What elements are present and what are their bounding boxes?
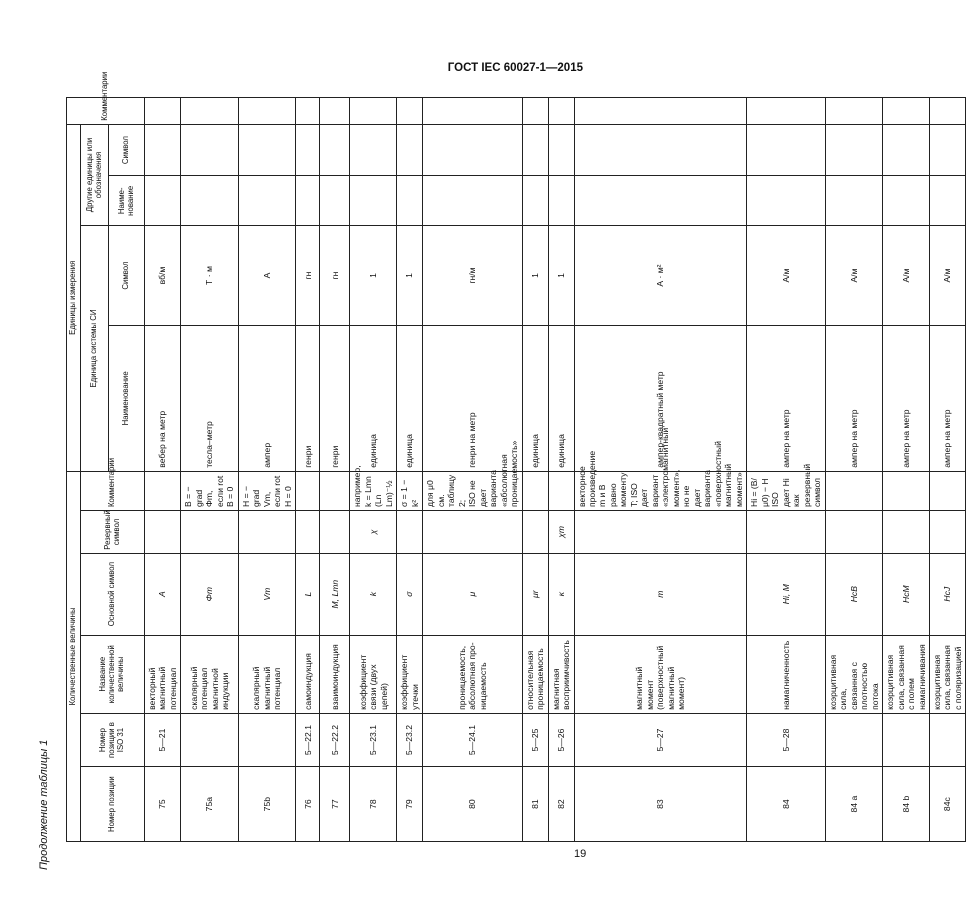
row-other-unit-name (350, 176, 397, 226)
row-other-unit-name (930, 176, 966, 226)
row-si-unit-name: единица (548, 325, 574, 471)
row-other-unit-name (320, 176, 350, 226)
row-other-unit-name (548, 176, 574, 226)
row-si-unit-symbol: 1 (397, 226, 423, 326)
row-other-unit-symbol (181, 124, 238, 176)
row-number: 79 (397, 767, 423, 842)
row-iso-number (930, 713, 966, 766)
row-si-unit-name: ампер-квадратный метр (574, 325, 747, 471)
row-other-unit-name (296, 176, 320, 226)
row-si-unit-name: ампер на метр (747, 325, 825, 471)
row-comment (320, 471, 350, 510)
row-si-unit-name: единица (350, 325, 397, 471)
row-remarks (181, 98, 238, 125)
table-body (145, 98, 966, 842)
col-iso-header: Номер позиции в ISO 31 (81, 713, 145, 766)
row-si-unit-symbol: вб/м (145, 226, 181, 326)
row-iso-number (181, 713, 238, 766)
row-other-unit-symbol (747, 124, 825, 176)
row-comment: для μ0 см. таблицу 2; ISO не дает варианта «абсолютная проницаемость» (423, 471, 522, 510)
row-comment: B = − grad Φm, если rot B = 0 (181, 471, 238, 510)
row-iso-number: 5—21 (145, 713, 181, 766)
row-comment: Hi = (B/μ0) − H ISO дает Hi как резервный символ (747, 471, 825, 510)
col-other-name-header: Наиме-нование (109, 176, 145, 226)
row-si-unit-name: генри на метр (423, 325, 522, 471)
row-quantity-name: магнитный момент (поверхностный магнитный момент) (574, 635, 747, 713)
row-comment: векторное произведение m и B равно моменту T; ISO дает вариант «электромагнитный момент», но не дает варианта «поверхностный магнитный момент» (574, 471, 747, 510)
row-other-unit-symbol (883, 124, 930, 176)
row-iso-number (238, 713, 295, 766)
table-row (320, 98, 350, 842)
row-other-unit-name (181, 176, 238, 226)
row-quantity-name: намагниченность (747, 635, 825, 713)
row-other-unit-name (574, 176, 747, 226)
col-name-header: Название количественной величины (81, 635, 145, 713)
row-comment (930, 471, 966, 510)
row-quantity-name: взаимоиндукция (320, 635, 350, 713)
row-quantity-name: векторный магнитный потенциал (145, 635, 181, 713)
row-iso-number (825, 713, 882, 766)
row-number: 80 (423, 767, 522, 842)
table-row (350, 98, 397, 842)
row-si-unit-symbol: гн (320, 226, 350, 326)
row-si-unit-name: ампер (238, 325, 295, 471)
col-num-header: Номер позиции (81, 767, 145, 842)
row-si-unit-symbol: А/м (825, 226, 882, 326)
row-quantity-name: проницаемость, абсолютная про-ницаемость (423, 635, 522, 713)
row-number: 84 b (883, 767, 930, 842)
group-units-header: Единицы измерения (67, 124, 81, 471)
table-row (397, 98, 423, 842)
row-other-unit-symbol (397, 124, 423, 176)
row-number: 75b (238, 767, 295, 842)
row-quantity-name: коэрцитивная сила, связанная с поляризацией (930, 635, 966, 713)
row-reserve-symbol (747, 511, 825, 554)
row-number: 77 (320, 767, 350, 842)
table-row (296, 98, 320, 842)
row-si-unit-name: единица (397, 325, 423, 471)
row-other-unit-name (883, 176, 930, 226)
row-iso-number: 5—28 (747, 713, 825, 766)
row-quantity-name: коэффициент утечки (397, 635, 423, 713)
row-si-unit-symbol: Т · м (181, 226, 238, 326)
row-other-unit-name (423, 176, 522, 226)
row-iso-number: 5—25 (522, 713, 548, 766)
col-main-symbol-header: Основной символ (81, 553, 145, 635)
row-other-unit-symbol (548, 124, 574, 176)
row-remarks (238, 98, 295, 125)
col-si-name-header: Наименование (109, 325, 145, 471)
row-quantity-name: скалярный магнитный потенциал (238, 635, 295, 713)
row-si-unit-symbol: 1 (548, 226, 574, 326)
row-quantity-name: самоиндукция (296, 635, 320, 713)
row-remarks (320, 98, 350, 125)
col-other-symbol-header: Символ (109, 124, 145, 176)
row-main-symbol: M, Lmn (320, 553, 350, 635)
row-other-unit-symbol (320, 124, 350, 176)
row-iso-number (883, 713, 930, 766)
row-reserve-symbol (423, 511, 522, 554)
row-other-unit-symbol (296, 124, 320, 176)
row-main-symbol: L (296, 553, 320, 635)
row-reserve-symbol (296, 511, 320, 554)
row-quantity-name: скалярный потенциал магнитной индукции (181, 635, 238, 713)
row-comment (522, 471, 548, 510)
row-other-unit-symbol (145, 124, 181, 176)
row-si-unit-name: тесла–метр (181, 325, 238, 471)
row-reserve-symbol: χm (548, 511, 574, 554)
row-remarks (883, 98, 930, 125)
row-si-unit-name: ампер на метр (883, 325, 930, 471)
row-number: 84 (747, 767, 825, 842)
row-remarks (825, 98, 882, 125)
row-other-unit-name (747, 176, 825, 226)
row-reserve-symbol (825, 511, 882, 554)
row-number: 82 (548, 767, 574, 842)
row-other-unit-symbol (522, 124, 548, 176)
row-iso-number: 5—22.2 (320, 713, 350, 766)
row-reserve-symbol (930, 511, 966, 554)
row-reserve-symbol (883, 511, 930, 554)
row-si-unit-symbol: гн (296, 226, 320, 326)
row-remarks (747, 98, 825, 125)
row-main-symbol: Φm (181, 553, 238, 635)
row-other-unit-symbol (574, 124, 747, 176)
row-other-unit-symbol (350, 124, 397, 176)
row-main-symbol: m (574, 553, 747, 635)
row-number: 75 (145, 767, 181, 842)
row-main-symbol: κ (548, 553, 574, 635)
row-comment: σ = 1 − k² (397, 471, 423, 510)
table-row (238, 98, 295, 842)
row-remarks (145, 98, 181, 125)
row-comment (883, 471, 930, 510)
row-other-unit-name (397, 176, 423, 226)
col-si-symbol-header: Символ (109, 226, 145, 326)
row-remarks (930, 98, 966, 125)
table-row (522, 98, 548, 842)
row-other-unit-name (522, 176, 548, 226)
group-other-header: Другие единицы или обозначения (81, 124, 109, 225)
row-other-unit-symbol (238, 124, 295, 176)
row-si-unit-name: вебер на метр (145, 325, 181, 471)
row-si-unit-name: ампер на метр (930, 325, 966, 471)
row-iso-number: 5—26 (548, 713, 574, 766)
col-comments-header: Комментарии (81, 471, 145, 510)
row-number: 75a (181, 767, 238, 842)
table-row (747, 98, 825, 842)
row-main-symbol: k (350, 553, 397, 635)
row-si-unit-symbol: А/м (883, 226, 930, 326)
table-row (574, 98, 747, 842)
row-si-unit-symbol: А · м² (574, 226, 747, 326)
row-reserve-symbol (238, 511, 295, 554)
row-reserve-symbol (522, 511, 548, 554)
table-continuation-caption: Продолжение таблицы 1 (38, 739, 50, 870)
table-row (825, 98, 882, 842)
row-quantity-name: относительная проницаемость (522, 635, 548, 713)
row-si-unit-symbol: 1 (350, 226, 397, 326)
rotated-table-wrapper (66, 71, 963, 842)
group-quantities-header: Количественные величины (67, 471, 81, 841)
row-number: 83 (574, 767, 747, 842)
row-main-symbol: μr (522, 553, 548, 635)
row-reserve-symbol (397, 511, 423, 554)
table-row (883, 98, 930, 842)
row-si-unit-symbol: гн/м (423, 226, 522, 326)
row-si-unit-name: генри (296, 325, 320, 471)
row-number: 84c (930, 767, 966, 842)
row-quantity-name: коэффициент связи (двух цепей) (350, 635, 397, 713)
row-main-symbol: Vm (238, 553, 295, 635)
row-reserve-symbol (181, 511, 238, 554)
table-row (423, 98, 522, 842)
row-remarks (296, 98, 320, 125)
row-quantity-name: магнитная восприимчивость (548, 635, 574, 713)
row-main-symbol: μ (423, 553, 522, 635)
row-iso-number: 5—23.2 (397, 713, 423, 766)
row-main-symbol: σ (397, 553, 423, 635)
row-remarks (423, 98, 522, 125)
col-reserve-symbol-header: Резервный символ (81, 511, 145, 554)
table-row (181, 98, 238, 842)
row-si-unit-symbol: А (238, 226, 295, 326)
row-other-unit-name (238, 176, 295, 226)
row-main-symbol: Hi, M (747, 553, 825, 635)
row-comment (825, 471, 882, 510)
row-number: 76 (296, 767, 320, 842)
row-main-symbol: A (145, 553, 181, 635)
row-si-unit-symbol: А/м (930, 226, 966, 326)
row-comment (145, 471, 181, 510)
row-reserve-symbol (574, 511, 747, 554)
row-other-unit-name (145, 176, 181, 226)
row-si-unit-symbol: 1 (522, 226, 548, 326)
group-si-header: Единица системы СИ (81, 226, 109, 472)
row-number: 84 a (825, 767, 882, 842)
row-main-symbol: HcM (883, 553, 930, 635)
row-comment (296, 471, 320, 510)
row-remarks (522, 98, 548, 125)
row-iso-number: 5—24.1 (423, 713, 522, 766)
row-reserve-symbol (145, 511, 181, 554)
table-row (930, 98, 966, 842)
row-quantity-name: коэрцитивная сила, связанная с плотностью потока (825, 635, 882, 713)
table-row (548, 98, 574, 842)
row-other-unit-symbol (825, 124, 882, 176)
row-comment (548, 471, 574, 510)
standard-title: ГОСТ IEC 60027-1—2015 (447, 62, 583, 74)
row-number: 78 (350, 767, 397, 842)
row-other-unit-name (825, 176, 882, 226)
row-remarks (548, 98, 574, 125)
row-number: 81 (522, 767, 548, 842)
row-si-unit-symbol: А/м (747, 226, 825, 326)
page-number: 19 (574, 848, 587, 860)
remarks-header: Комментарии (67, 98, 145, 125)
row-other-unit-symbol (930, 124, 966, 176)
row-si-unit-name: единица (522, 325, 548, 471)
row-si-unit-name: генри (320, 325, 350, 471)
row-remarks (574, 98, 747, 125)
row-reserve-symbol (320, 511, 350, 554)
quantities-table (66, 71, 966, 842)
row-si-unit-name: ампер на метр (825, 325, 882, 471)
row-remarks (397, 98, 423, 125)
row-main-symbol: HcJ (930, 553, 966, 635)
row-comment: H = − grad Vm, если rot H = 0 (238, 471, 295, 510)
row-comment: например, k = Lmn (Ln Lm)⁻½ (350, 471, 397, 510)
row-quantity-name: коэрцитивная сила, связанная с полем намагничивания (883, 635, 930, 713)
row-main-symbol: HcB (825, 553, 882, 635)
row-reserve-symbol: χ (350, 511, 397, 554)
row-other-unit-symbol (423, 124, 522, 176)
table-row (145, 98, 181, 842)
row-iso-number: 5—22.1 (296, 713, 320, 766)
row-remarks (350, 98, 397, 125)
row-iso-number: 5—23.1 (350, 713, 397, 766)
row-iso-number: 5—27 (574, 713, 747, 766)
